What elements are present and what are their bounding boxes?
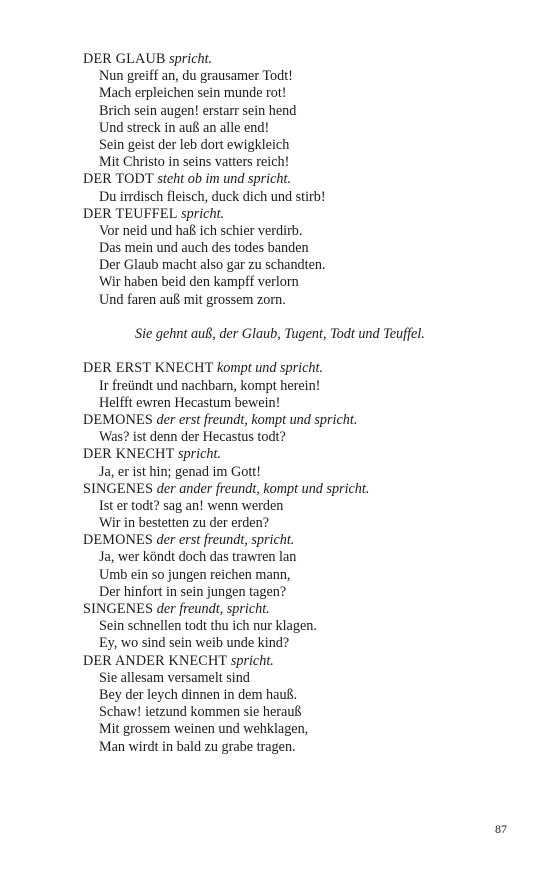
- stage-direction: der freundt, spricht.: [156, 601, 270, 617]
- speaker-heading: [83, 51, 513, 68]
- verse-line: Der Glaub macht also gar zu schandten.: [99, 257, 326, 274]
- stage-direction: spricht.: [169, 51, 213, 67]
- speaker-name: DER KNECHT: [83, 446, 175, 463]
- speaker-name: SINGENES: [83, 601, 154, 617]
- verse-line: Schaw! ietzund kommen sie herauß: [99, 704, 302, 721]
- speaker-heading: [83, 481, 513, 498]
- verse-line: Umb ein so jungen reichen mann,: [99, 566, 291, 583]
- stage-direction: spricht.: [178, 446, 221, 463]
- speaker-heading: [83, 446, 513, 463]
- speaker-heading: [83, 206, 513, 223]
- blank-line: [83, 343, 513, 360]
- verse-line: Man wirdt in bald zu grabe tragen.: [99, 738, 296, 755]
- verse-line: Was? ist denn der Hecastus todt?: [99, 429, 286, 446]
- verse-line: Und streck in auß an alle end!: [99, 119, 270, 136]
- speaker-name: DER TEUFFEL: [83, 205, 178, 222]
- speaker-name: DER ANDER KNECHT: [83, 652, 228, 669]
- verse-line: Sie allesam versamelt sind: [99, 669, 250, 686]
- speaker-name: DEMONES: [83, 532, 153, 549]
- verse-line: Ja, er ist hin; genad im Gott!: [99, 463, 261, 480]
- verse-line: Sein schnellen todt thu ich nur klagen.: [99, 618, 317, 635]
- speaker-heading: [83, 601, 513, 618]
- verse-line: Mit grossem weinen und wehklagen,: [99, 721, 309, 738]
- speaker-name: SINGENES: [83, 480, 154, 497]
- verse-line: Ja, wer köndt doch das trawren lan: [99, 549, 297, 566]
- play-text: [83, 51, 513, 756]
- blank-line: [83, 309, 513, 326]
- verse-line: Der hinfort in sein jungen tagen?: [99, 583, 287, 600]
- stage-direction-line: Sie gehnt auß, der Glaub, Tugent, Todt und Teuffel.: [135, 326, 425, 342]
- speaker-name: DEMONES: [83, 411, 153, 428]
- verse-line: Und faren auß mit grossem zorn.: [99, 291, 286, 308]
- verse-line: Nun greiff an, du grausamer Todt!: [99, 68, 293, 85]
- speaker-name: DER GLAUB: [83, 51, 166, 67]
- verse-line: Ir freündt und nachbarn, kompt herein!: [99, 377, 321, 394]
- verse-line: Ist er todt? sag an! wenn werden: [99, 497, 284, 514]
- verse-line: Das mein und auch des todes banden: [99, 240, 309, 257]
- page-number: 87: [495, 822, 507, 836]
- verse-line: Wir haben beid den kampff verlorn: [99, 274, 299, 291]
- verse-line: Bey der leych dinnen in dem hauß.: [99, 686, 298, 703]
- verse-line: Ey, wo sind sein weib unde kind?: [99, 635, 290, 652]
- verse-line: Vor neid und haß ich schier verdirb.: [99, 222, 303, 239]
- verse-line: Brich sein augen! erstarr sein hend: [99, 102, 297, 119]
- stage-direction: steht ob im und spricht.: [157, 171, 291, 188]
- stage-direction: der ander freundt, kompt und spricht.: [156, 480, 370, 497]
- speaker-heading: [83, 653, 513, 670]
- speaker-heading: [83, 532, 513, 549]
- speaker-heading: [83, 360, 513, 377]
- verse-line: Du irrdisch fleisch, duck dich und stirb!: [99, 188, 326, 205]
- stage-direction: der erst freundt, kompt und spricht.: [156, 411, 358, 428]
- stage-direction: spricht.: [181, 205, 225, 222]
- verse-line: Mit Christo in seins vatters reich!: [99, 154, 290, 171]
- speaker-name: DER TODT: [83, 171, 154, 188]
- verse-line: Mach erpleichen sein munde rot!: [99, 85, 287, 102]
- verse-line: Sein geist der leb dort ewigkleich: [99, 136, 290, 153]
- speaker-name: DER ERST KNECHT: [83, 360, 214, 377]
- speaker-heading: [83, 171, 513, 188]
- speaker-heading: [83, 412, 513, 429]
- stage-direction: spricht.: [230, 652, 274, 669]
- stage-direction: kompt und spricht.: [216, 360, 323, 377]
- stage-direction: der erst freundt, spricht.: [156, 532, 295, 549]
- verse-line: Wir in bestetten zu der erden?: [99, 515, 269, 532]
- verse-line: Helfft ewren Hecastum bewein!: [99, 394, 281, 411]
